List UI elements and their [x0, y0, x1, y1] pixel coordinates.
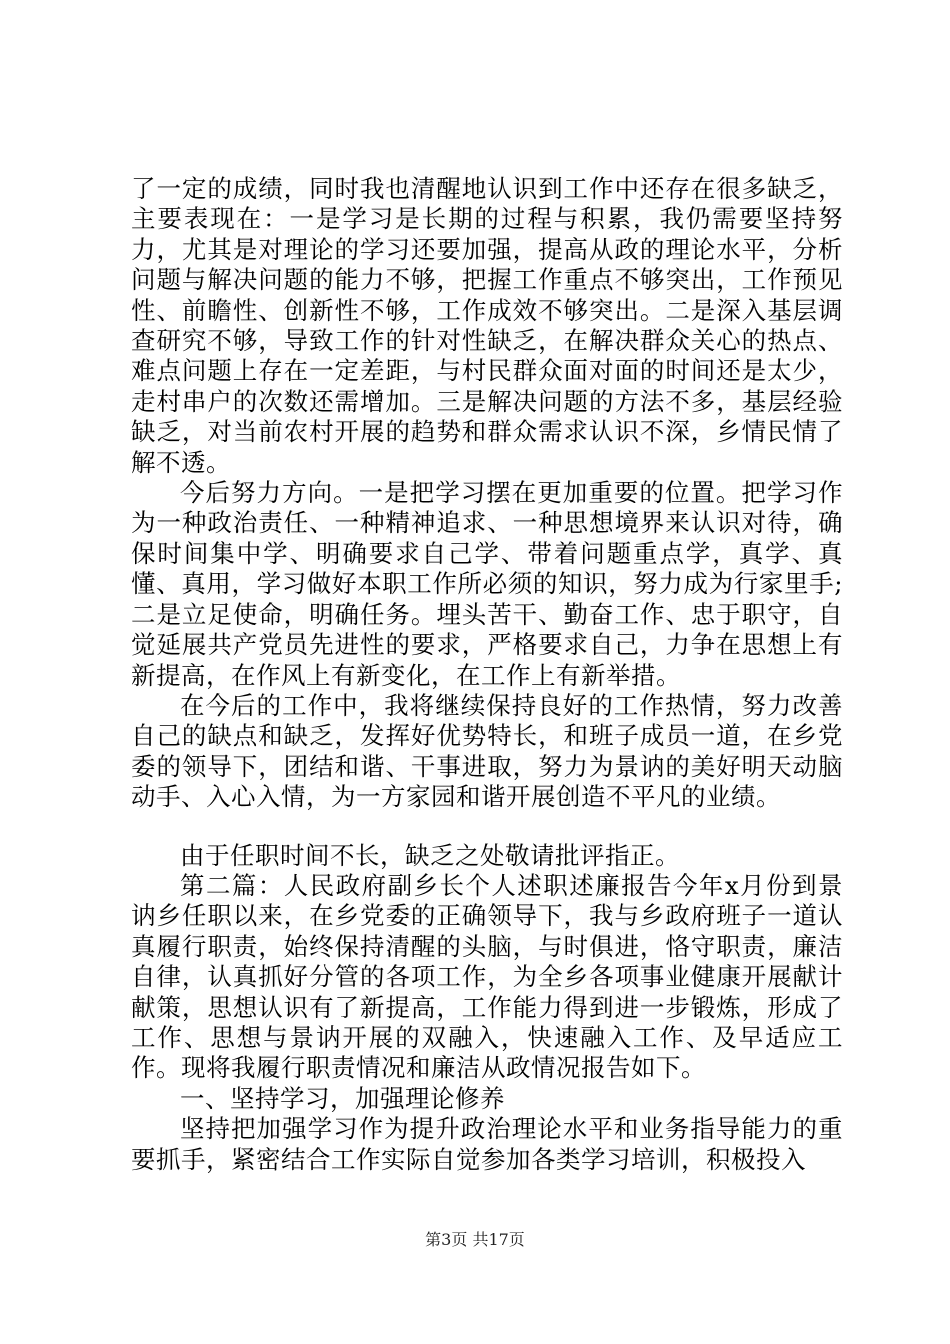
paragraph-shortcomings: 了一定的成绩，同时我也清醒地认识到工作中还存在很多缺乏，主要表现在：一是学习是长期的过程与积累，我仍需要坚持努力，尤其是对理论的学习还要加强，提高从政的理论水平，分析问题与解决问题的能力不够，把握工作重点不够突出，工作预见性、前瞻性、创新性不够，工作成效不够突出。二是深入基层调查研究不够，导致工作的针对性缺乏，在解决群众关心的热点、难点问题上存在一定差距，与村民群众面对面的时间还是太少，走村串户的次数还需增加。三是解决问题的方法不多，基层经验缺乏，对当前农村开展的趋势和群众需求认识不深，乡情民情了解不透。: [131, 174, 843, 477]
paragraph-closing-note: 由于任职时间不长，缺乏之处敬请批评指正。: [180, 840, 680, 870]
paragraph-study: 坚持把加强学习作为提升政治理论水平和业务指导能力的重要抓手，紧密结合工作实际自觉参加各类学习培训，积极投入: [131, 1114, 843, 1174]
paragraph-future-direction: 今后努力方向。一是把学习摆在更加重要的位置。把学习作为一种政治责任、一种精神追求、一种思想境界来认识对待，确保时间集中学、明确要求自己学、带着问题重点学，真学、真懂、真用，学习做好本职工作所必须的知识，努力成为行家里手;二是立足使命，明确任务。埋头苦干、勤奋工作、忠于职守，自觉延展共产党员先进性的要求，严格要求自己，力争在思想上有新提高，在作风上有新变化，在工作上有新举措。: [131, 478, 843, 690]
page-number-footer: 第3页 共17页: [425, 1230, 525, 1249]
document-body: [131, 174, 843, 1175]
section-heading-study: 一、坚持学习，加强理论修养: [180, 1083, 505, 1113]
paragraph-second-report-intro: 第二篇：人民政府副乡长个人述职述廉报告今年x月份到景讷乡任职以来，在乡党委的正确领导下，我与乡政府班子一道认真履行职责，始终保持清醒的头脑，与时俱进，恪守职责，廉洁自律，认真抓好分管的各项工作，为全乡各项事业健康开展献计献策，思想认识有了新提高，工作能力得到进一步锻炼，形成了工作、思想与景讷开展的双融入，快速融入工作、及早适应工作。现将我履行职责情况和廉洁从政情况报告如下。: [131, 870, 843, 1083]
paragraph-future-work: 在今后的工作中，我将继续保持良好的工作热情，努力改善自己的缺点和缺乏，发挥好优势特长，和班子成员一道，在乡党委的领导下，团结和谐、干事进取，努力为景讷的美好明天动脑动手、入心入情，为一方家园和谐开展创造不平凡的业绩。: [131, 690, 843, 812]
